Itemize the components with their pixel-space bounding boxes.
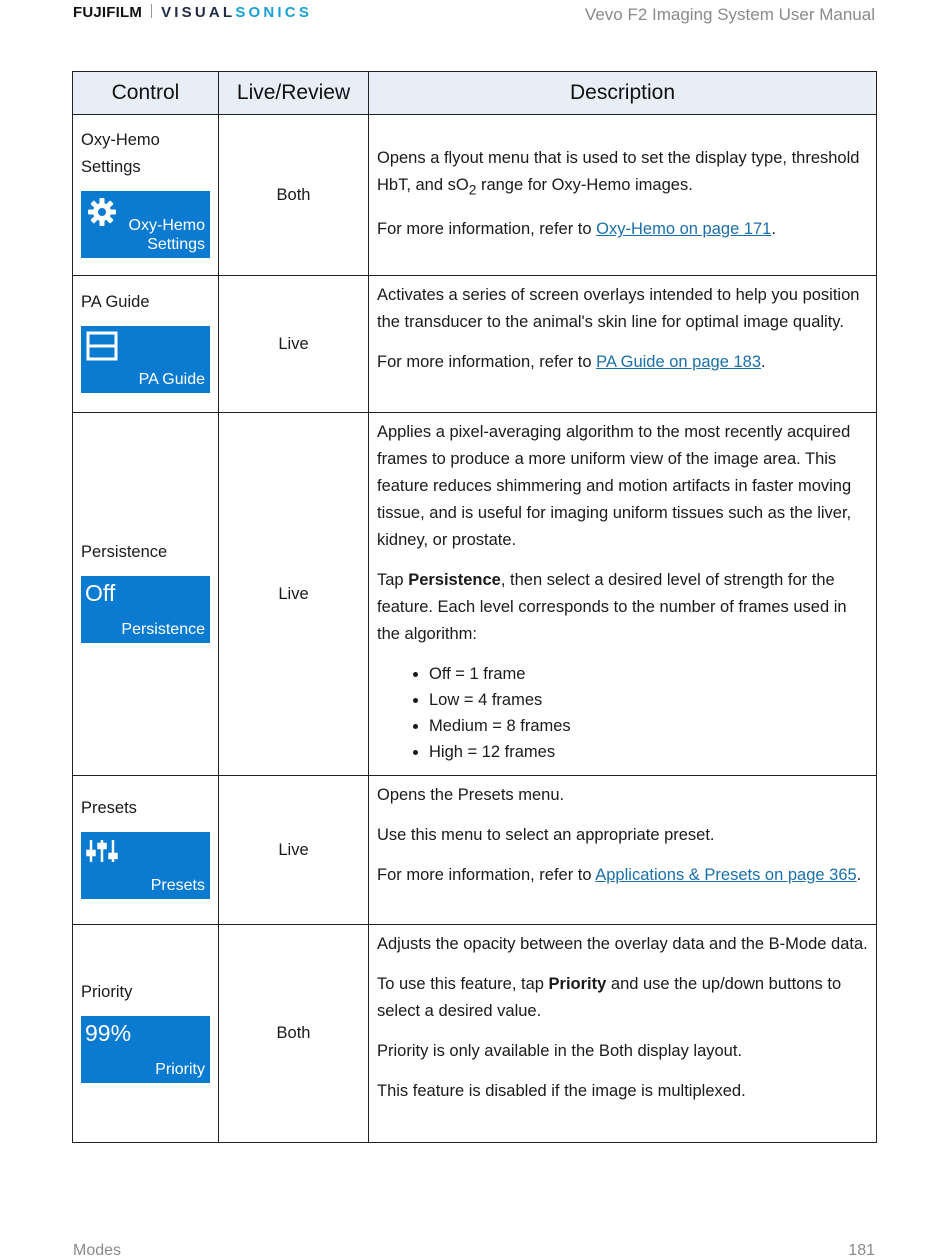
description-paragraph: Opens a flyout menu that is used to set the display type, threshold HbT, and $sO_2$ range for Oxy-Hemo images. [377,148,860,198]
description-cell [369,413,877,776]
control-name: Persistence [81,543,168,561]
control-name: PA Guide [81,293,150,311]
button-value: 99% [85,1019,132,1046]
control-cell [73,925,219,1143]
live-review-cell: Both [219,115,369,276]
button-label: Presets [150,877,205,894]
list-item: • Low = 4 frames [429,687,868,713]
sliders-icon [86,837,118,865]
pa-guide-link[interactable]: PA Guide on page 183 [596,353,762,371]
fujifilm-visualsonics-logo [73,4,312,21]
reference-paragraph: For more information, refer to Oxy-Hemo on page 171. [377,220,776,239]
logo-divider [151,4,152,18]
oxy-hemo-link[interactable]: Oxy-Hemo on page 171 [596,220,772,239]
description-cell [369,925,877,1143]
manual-title: Vevo F2 Imaging System User Manual [584,5,875,24]
table-row [73,776,877,925]
table-row [73,115,877,276]
description-paragraph: Priority is only available in the Both display layout. [377,1042,743,1060]
page-number: 181 [848,1242,875,1259]
description-paragraph: This feature is disabled if the image is multiplexed. [377,1082,746,1100]
description-paragraph: Applies a pixel-averaging algorithm to the most recently acquired frames to produce a more uniform view of the image area. This feature reduces shimmering and motion artifacts in faster moving tissue, and is useful for imaging uniform tissues such as the liver, kidney, or prostate. [377,423,852,549]
header-description: Description [369,72,877,115]
logo-fujifilm: FUJIFILM [73,4,143,21]
oxy-hemo-settings-button[interactable] [81,191,210,258]
pa-guide-button[interactable] [81,326,210,393]
table-row [73,276,877,413]
description-paragraph: Opens the Presets menu. [377,786,565,804]
reference-paragraph: For more information, refer to PA Guide on page 183. [377,353,766,371]
list-item: • Medium = 8 frames [429,713,868,739]
priority-button[interactable] [81,1016,210,1083]
control-name: Oxy-Hemo Settings [81,130,160,176]
table-row [73,413,877,776]
button-label: Oxy-Hemo Settings [128,216,205,253]
button-label: PA Guide [138,371,205,388]
logo-visual: VISUAL [161,4,236,21]
header-control: Control [73,72,219,115]
description-cell [369,276,877,413]
persistence-button[interactable] [81,576,210,643]
description-paragraph: Activates a series of screen overlays intended to help you position the transducer to the animal's skin line for optimal image quality. [377,286,860,331]
list-item: • High = 12 frames [429,739,868,765]
description-paragraph: Adjusts the opacity between the overlay data and the B-Mode data. [377,935,868,953]
page-header [0,0,950,40]
logo-sonics: SONICS [235,4,313,21]
control-cell [73,115,219,276]
button-label: Priority [155,1060,205,1078]
description-paragraph: Tap Persistence, then select a desired level of strength for the feature. Each level corresponds to the number of frames used in the algorithm: [377,571,847,643]
table-row [73,925,877,1143]
persistence-levels-list [377,661,868,765]
description-cell [369,115,877,276]
control-name: Priority [81,982,133,1001]
control-cell [73,776,219,925]
live-review-cell: Both [219,925,369,1143]
description-paragraph: To use this feature, tap Priority and use the up/down buttons to select a desired value. [377,975,842,1020]
controls-table [72,71,877,1143]
list-item: • Off = 1 frame [429,661,868,687]
control-cell [73,276,219,413]
button-value: Off [85,580,116,606]
gear-icon [86,196,118,228]
footer-section: Modes [73,1242,122,1259]
button-label: Persistence [121,621,205,638]
live-review-cell: Live [219,413,369,776]
presets-button[interactable] [81,832,210,899]
live-review-cell: Live [219,276,369,413]
applications-presets-link[interactable]: Applications & Presets on page 365 [595,866,857,884]
header-live-review: Live/Review [219,72,369,115]
description-cell [369,776,877,925]
table-header-row [73,72,877,115]
split-screen-icon [86,331,118,361]
reference-paragraph: For more information, refer to Applications & Presets on page 365. [377,866,862,884]
live-review-cell: Live [219,776,369,925]
control-name: Presets [81,799,137,817]
description-paragraph: Use this menu to select an appropriate preset. [377,826,715,844]
control-cell [73,413,219,776]
